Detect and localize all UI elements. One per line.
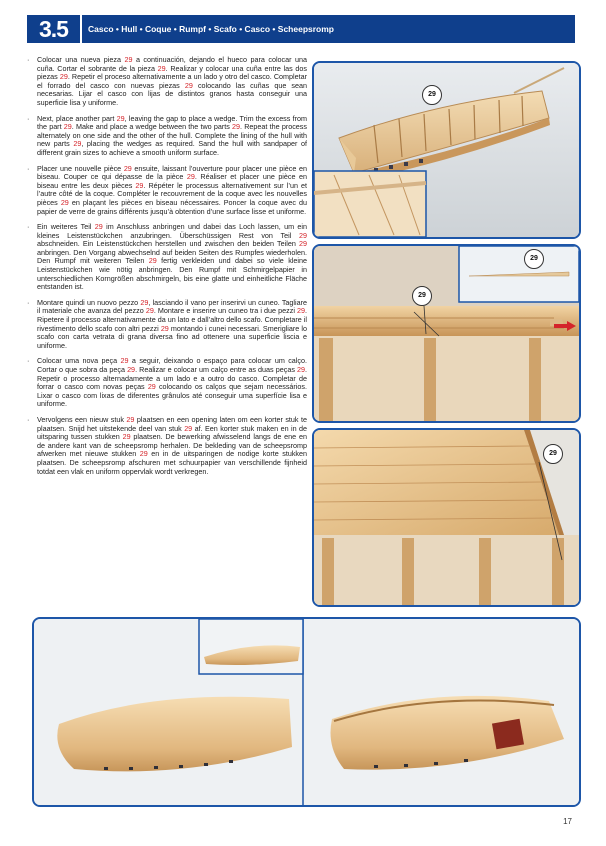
text-segment: , placing the wedges as required. Sand the hull with sandpaper of different grain sizes to achieve a smooth uniform surface.: [37, 139, 307, 157]
part-reference: 29: [127, 365, 136, 374]
part-reference: 29: [297, 306, 306, 316]
text-segment: plaatsen. De bewerking afwisselend langs de ene en de andere kant van de scheepsromp herhalen. De bekleding van de scheepsromp afwerken met nieuwe stukken: [37, 432, 307, 459]
text-segment: fertig verkleiden und dabei so viele kleine Leistenstückchen wie nötig anbringen. Den Rumpf mit Schmirgelpapier in unterschiedlichen Korngrößen abschmirgeln, bis eine glatte und einheitliche Fläche entstanden ist.: [37, 256, 307, 292]
photo-wedge-planks: [312, 244, 581, 423]
part-reference: 29: [73, 139, 82, 149]
bullet: ·: [27, 356, 30, 366]
part-reference: 29: [148, 256, 157, 266]
instruction-paragraph: [27, 165, 307, 217]
text-segment: colocando os calços que sejam necessários. Lixar o casco com lixas de diferentes grânulos até conseguir uma superfície lisa e uniforme.: [37, 382, 307, 409]
photo-planking-detail: [312, 428, 581, 607]
bullet: ·: [27, 414, 30, 424]
photo-finished-hull: [32, 617, 581, 807]
part-reference: 29: [135, 180, 144, 190]
text-segment: plaatsen en een opening laten om een korter stuk te plaatsen. Snijd het uitstekende deel van stuk: [37, 414, 307, 433]
text-segment: abschneiden. Ein Leistenstückchen herstellen und zwischen den beiden Teilen: [37, 239, 299, 249]
part-reference: 29: [297, 365, 305, 374]
text-segment: . Repeat the process alternately on one side and the other of the hull. Complete the lining of the hull with new parts: [37, 122, 307, 149]
text-segment: . Realizar e colocar um calço entre as duas peças: [135, 365, 297, 374]
text-segment: im Anschluss anbringen und dabei das Loch lassen, um ein kleines Leistenstückchen anzubringen. Überschüssigen Rest von Teil: [37, 222, 308, 240]
text-segment: . Montare e inserire un cuneo tra i due pezzi: [153, 306, 298, 316]
part-reference: 29: [120, 356, 129, 366]
instruction-text: [37, 357, 307, 409]
bullet: ·: [27, 297, 30, 307]
text-segment: Colocar una nueva pieza: [37, 55, 125, 64]
finished-hull-illustration: [34, 619, 579, 805]
text-segment: Ein weiteres Teil: [37, 222, 95, 232]
text-segment: . Make and place a wedge between the two parts: [71, 122, 233, 132]
text-segment: a seguir, deixando o espaço para colocar um calço. Cortar o que sobra da peça: [37, 356, 307, 374]
instruction-text: [37, 299, 307, 351]
hull-frames-illustration: [314, 63, 579, 237]
text-segment: Colocar uma nova peça: [37, 356, 121, 366]
text-segment: . Realizar y colocar una cuña entre las dos piezas: [37, 63, 307, 82]
instruction-text: [37, 165, 307, 217]
bullet: ·: [27, 55, 30, 64]
part-reference: 29: [184, 80, 193, 90]
instruction-paragraph: [27, 299, 307, 351]
instruction-paragraph: [27, 115, 307, 158]
part-reference: 29: [123, 163, 132, 173]
text-segment: . Ripetere il processo alternativamente da un lato e dall’altro dello scafo. Completare il rivestimento dello scafo con altri pezzi: [37, 306, 308, 333]
instruction-text: [37, 223, 307, 292]
part-reference: 29: [122, 432, 131, 442]
part-reference: 29: [124, 55, 133, 64]
header-bar: [82, 15, 575, 43]
part-reference: 29: [232, 122, 241, 132]
bullet: ·: [27, 222, 30, 232]
instruction-paragraph: [27, 357, 307, 409]
part-reference: 29: [299, 230, 307, 240]
text-segment: . Repetir el proceso alternativamente a un lado y otro del casco. Completar el forrado del casco con nuevas piezas: [37, 72, 307, 90]
planking-detail-illustration: [314, 430, 579, 605]
part-reference: 29: [299, 239, 307, 249]
instruction-paragraph: [27, 56, 307, 108]
text-segment: en in de uitsparingen de nodige korte stukken plaatsen. De scheepsromp afschuren met schuurpapier van verschillende fijnheid totdat een vlak en uniform oppervlak wordt verkregen.: [37, 449, 308, 476]
part-29-callout: 29: [543, 444, 563, 464]
section-title: Casco • Hull • Coque • Rumpf • Scafo • Casco • Scheepsromp: [88, 24, 334, 34]
text-segment: montando i cunei necessari. Smerigliare lo scafo con carta vetrata di grana diversa fino ad ottenere una superficie liscia e uniforme.: [37, 323, 307, 350]
part-reference: 29: [63, 122, 72, 132]
part-reference: 29: [157, 63, 166, 73]
text-segment: Vervolgens een nieuw stuk: [37, 414, 127, 424]
part-reference: 29: [59, 72, 68, 82]
text-segment: . Répéter le processus alternativement sur l’un et l’autre côté de la coque. Compléter le recouvrement de la coque avec les nouvelles pièces: [37, 180, 307, 207]
page-number: 17: [563, 817, 572, 826]
part-reference: 29: [94, 222, 103, 232]
part-29-callout-main: 29: [412, 286, 432, 306]
text-segment: colocando las cuñas que sean necesarias. Lijar el casco con lijas de distintos granos hasta conseguir una superficie lisa y uniforme.: [37, 80, 307, 107]
text-segment: , lasciando il vano per inserirvi un cuneo. Tagliare il materiale che avanza del pezzo: [37, 297, 307, 316]
text-segment: , leaving the gap to place a wedge. Trim the excess from the part: [37, 113, 307, 132]
photo-hull-frames: [312, 61, 581, 239]
text-segment: Next, place another part: [37, 113, 117, 123]
instruction-paragraph: [27, 223, 307, 292]
instruction-text: [37, 115, 307, 158]
part-reference: 29: [184, 423, 193, 433]
text-segment: ensuite, laissant l’ouverture pour placer une pièce en biseau. Couper ce qui dépasse de la pièce: [37, 163, 307, 182]
instruction-text: [37, 56, 307, 108]
part-reference: 29: [116, 113, 125, 123]
text-segment: en plaçant les pièces en biseau nécessaires. Poncer la coque avec du papier de verre de grains différents jusqu’à obtention d’une surface lisse et uniforme.: [37, 197, 307, 216]
instruction-paragraph: [27, 416, 307, 476]
part-reference: 29: [60, 197, 69, 207]
instruction-text: [37, 416, 307, 476]
wedge-planks-illustration: [314, 246, 579, 421]
part-reference: 29: [145, 306, 154, 316]
text-segment: Placer une nouvelle pièce: [37, 163, 124, 173]
part-reference: 29: [126, 414, 135, 424]
step-number: 3.5: [27, 15, 80, 43]
part-reference: 29: [140, 297, 149, 307]
part-reference: 29: [139, 449, 148, 459]
text-segment: . Réaliser et placer une pièce en biseau entre les deux pièces: [37, 172, 307, 190]
part-reference: 29: [186, 172, 195, 182]
instruction-text-column: [27, 56, 307, 483]
bullet: ·: [27, 113, 30, 123]
text-segment: Montare quindi un nuovo pezzo: [37, 297, 141, 307]
text-segment: af. Een korter stuk maken en in de uitsparing tussen stukken: [37, 423, 308, 442]
part-29-callout-inset: 29: [524, 249, 544, 269]
text-segment: a continuación, dejando el hueco para colocar una cuña. Cortar el sobrante de la pieza: [37, 55, 307, 73]
text-segment: . Repetir o processo alternadamente a um lado e a outro do casco. Completar de forrar o casco com novas peças: [37, 365, 307, 392]
part-reference: 29: [160, 323, 169, 333]
section-header: [27, 15, 575, 43]
part-29-callout: 29: [422, 85, 442, 105]
bullet: ·: [27, 163, 30, 173]
part-reference: 29: [147, 382, 156, 392]
text-segment: anbringen. Den Vorgang abwechselnd auf beiden Seiten des Rumpfes wiederholen. Den Rumpf mit weiteren Teilen: [37, 247, 307, 266]
